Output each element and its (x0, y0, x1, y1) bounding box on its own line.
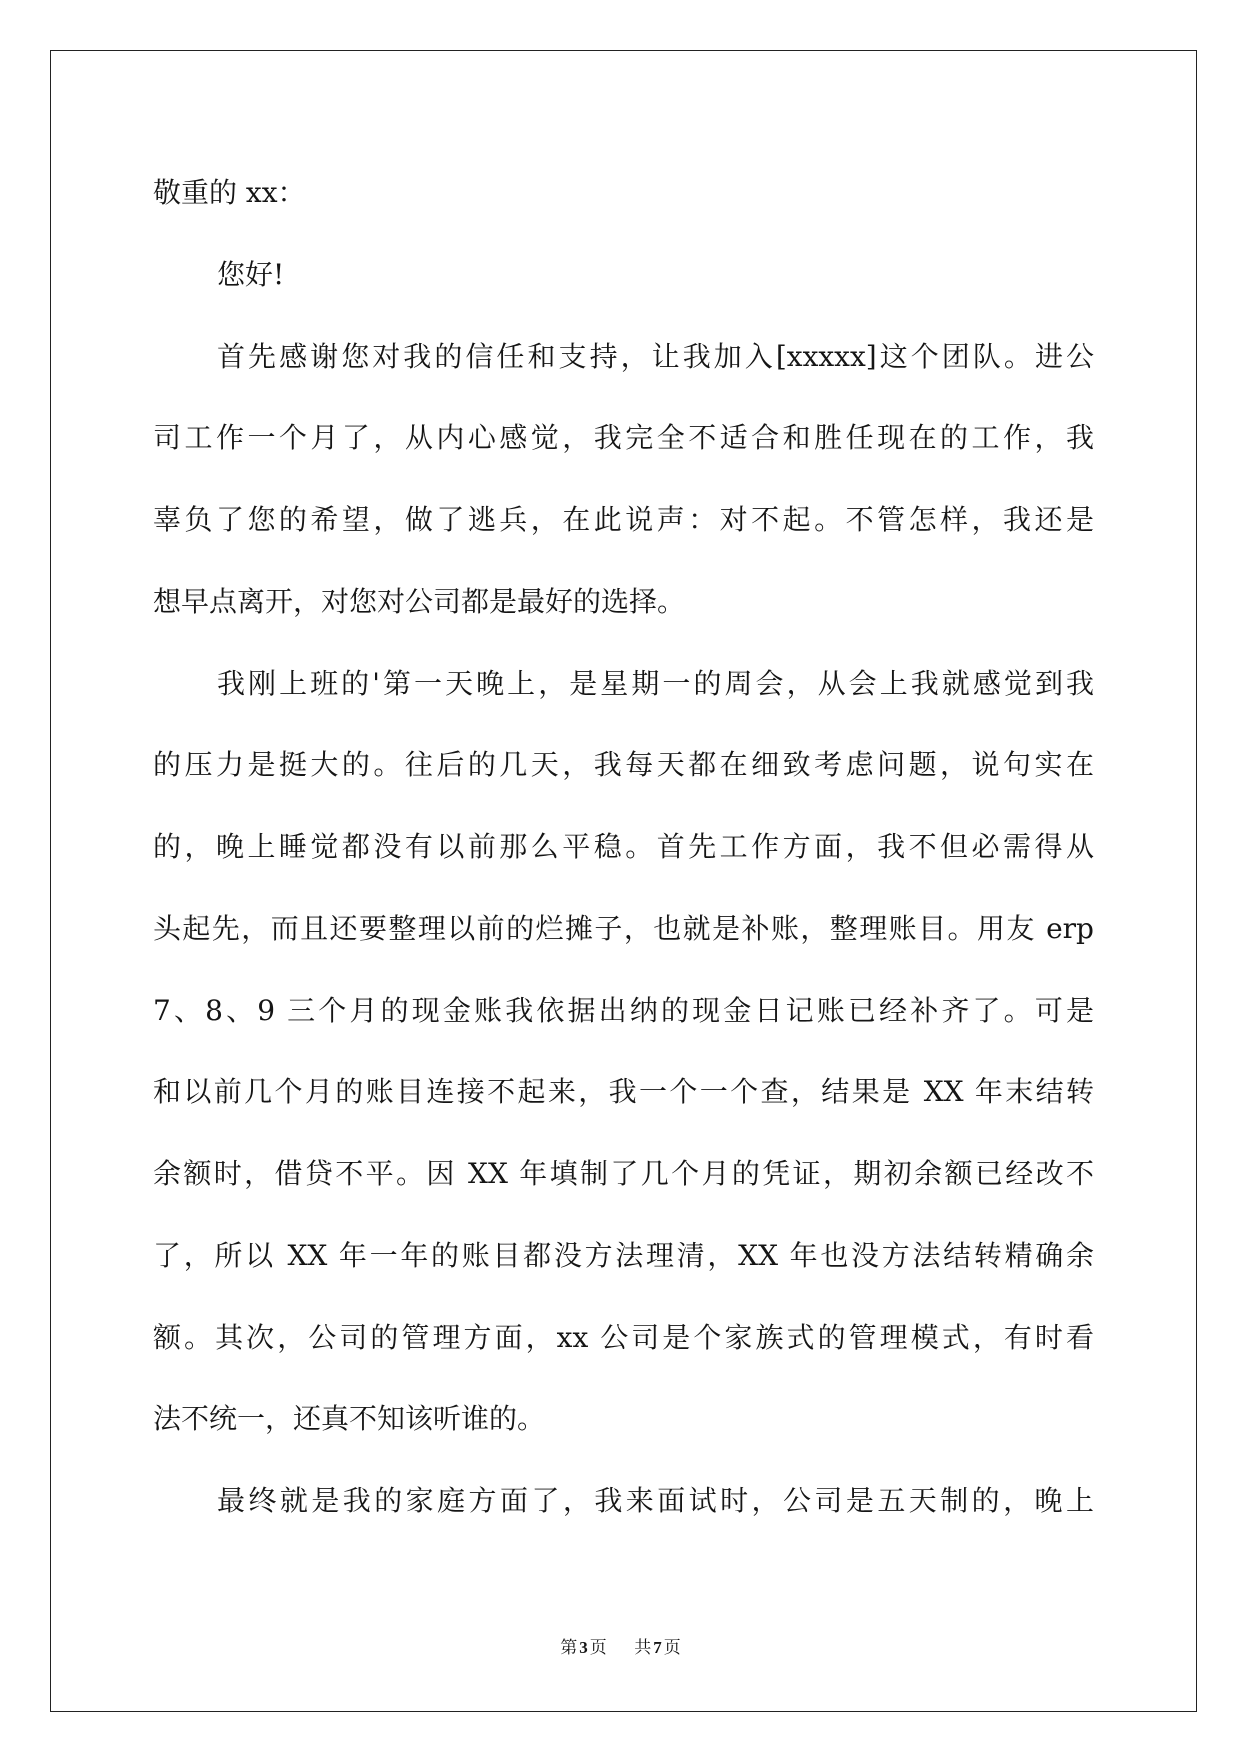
text-line: 7、8、9 三个月的现金账我依据出纳的现金日记账已经补齐了。可是 (153, 993, 1094, 1027)
paragraph-1 (153, 316, 1094, 643)
paragraph-3 (153, 1460, 1094, 1542)
text-line: 首先感谢您对我的信任和支持，让我加入[xxxxx]这个团队。进公 (217, 339, 1094, 373)
text-line: 和以前几个月的账目连接不起来，我一个一个查，结果是 XX 年末结转 (153, 1075, 1094, 1109)
text-line: 法不统一，还真不知该听谁的。 (153, 1402, 546, 1436)
text-line: 了，所以 XX 年一年的账目都没方法理清，XX 年也没方法结转精确余 (153, 1238, 1094, 1272)
page-number-value: 3 (579, 1638, 588, 1657)
total-pages-prefix: 共 (634, 1638, 652, 1658)
text-line: 额。其次，公司的管理方面，xx 公司是个家族式的管理模式，有时看 (153, 1320, 1094, 1354)
text-line: 想早点离开，对您对公司都是最好的选择。 (153, 584, 686, 618)
total-pages-suffix: 页 (663, 1638, 681, 1658)
paragraph-2 (153, 643, 1094, 1461)
total-pages (634, 1636, 681, 1660)
page-number-suffix: 页 (589, 1638, 607, 1658)
text-line: 最终就是我的家庭方面了，我来面试时，公司是五天制的，晚上 (217, 1484, 1094, 1517)
text-line: 的压力是挺大的。往后的几天，我每天都在细致考虑问题，说句实在 (153, 748, 1094, 782)
page-footer (0, 1636, 1241, 1660)
letter-body (153, 152, 1094, 1542)
page-number (560, 1636, 607, 1660)
salutation: 敬重的 xx： (153, 176, 306, 209)
page-number-prefix: 第 (560, 1638, 578, 1658)
text-line: 余额时，借贷不平。因 XX 年填制了几个月的凭证，期初余额已经改不 (153, 1157, 1094, 1190)
text-line: 辜负了您的希望，做了逃兵，在此说声：对不起。不管怎样，我还是 (153, 503, 1094, 536)
text-line: 头起先，而且还要整理以前的烂摊子，也就是补账，整理账目。用友 erp (153, 911, 1094, 945)
text-line: 的，晚上睡觉都没有以前那么平稳。首先工作方面，我不但必需得从 (153, 830, 1094, 863)
greeting: 您好! (217, 257, 285, 291)
text-line: 司工作一个月了，从内心感觉，我完全不适合和胜任现在的工作，我 (153, 421, 1094, 455)
text-line: 我刚上班的'第一天晚上，是星期一的周会，从会上我就感觉到我 (217, 666, 1094, 700)
total-pages-value: 7 (653, 1638, 662, 1657)
